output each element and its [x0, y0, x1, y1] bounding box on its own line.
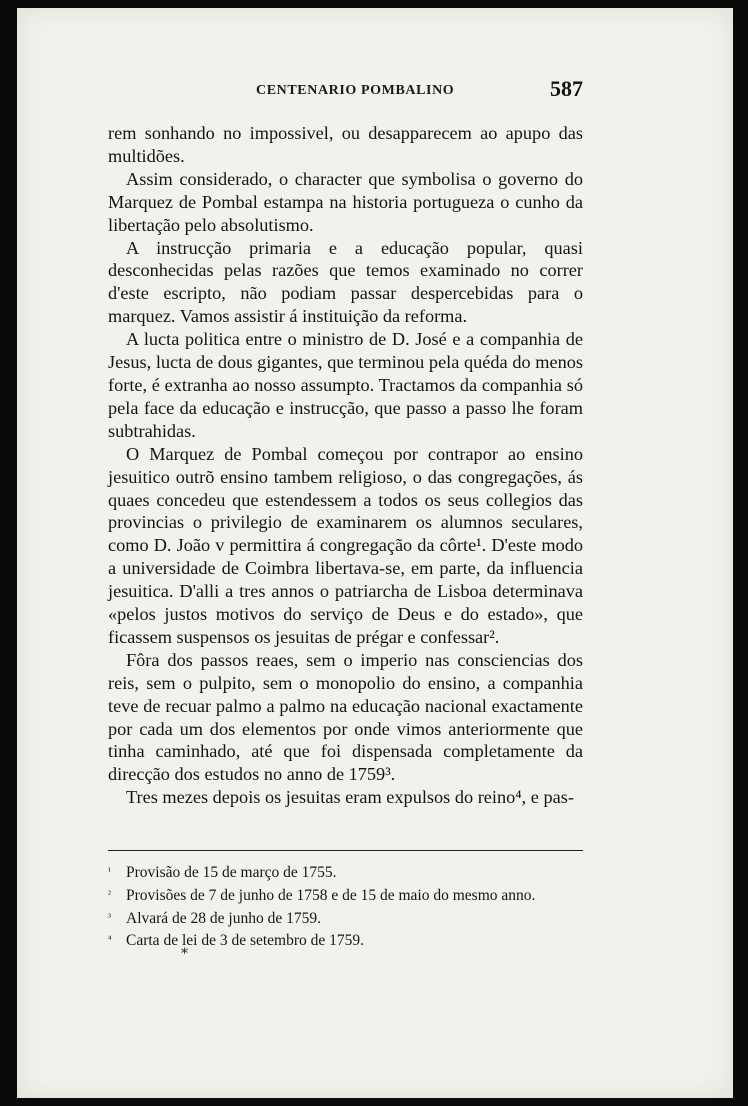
footnote-divider — [108, 850, 583, 851]
footnote-mark: ³ — [108, 911, 111, 923]
paragraph: Tres mezes depois os jesuitas eram expulsos do reino⁴, e pas- — [126, 787, 574, 808]
footnote-mark: ⁴ — [108, 934, 112, 946]
footnote-text: Alvará de 28 de junho de 1759. — [126, 909, 321, 927]
paragraph-continuation: rem sonhando no impossivel, ou desapparecem ao apupo das multidões. — [108, 123, 583, 166]
footnote-mark: ² — [108, 888, 111, 900]
paragraph: A lucta politica entre o ministro de D. José e a companhia de Jesus, lucta de dous gigantes, que terminou pela quéda do menos forte, é extranha ao nosso assumpto. Tractamos da companhia só pela face da educação e instrucção, que passo a passo lhe foram subtrahidas. — [108, 329, 583, 441]
footnotes — [108, 861, 598, 952]
paragraph: O Marquez de Pombal começou por contrapor ao ensino jesuitico outrõ ensino tambem religioso, o das congregações, ás quaes concedeu que estendessem a todos os seus collegios das provincias o privilegio de examinarem os alumnos seculares, como D. João v permittira á congregação da côrte¹. D'este modo a universidade de Coimbra libertava-se, em parte, da influencia jesuitica. D'alli a tres annos o patriarcha de Lisboa determinava «pelos justos motivos do serviço de Deus e do estado», que ficassem suspensos os jesuitas de prégar e confessar². — [108, 443, 583, 647]
footnote-text: Carta de lei de 3 de setembro de 1759. — [126, 932, 365, 950]
paragraph: Assim considerado, o character que symbolisa o governo do Marquez de Pombal estampa na historia portugueza o cunho da libertação pelo absolutismo. — [108, 168, 583, 235]
page-number: 587 — [550, 76, 583, 101]
page-header — [108, 76, 583, 104]
footnote — [108, 907, 598, 930]
running-title: CENTENARIO POMBALINO — [256, 83, 455, 98]
footnote — [108, 861, 598, 884]
footnote — [108, 884, 598, 907]
footnote-mark: ¹ — [108, 866, 111, 877]
paragraph: A instrucção primaria e a educação popular, quasi desconhecidas pelas razões que temos examinado no correr d'este escripto, não podiam passar despercebidas para o marquez. Vamos assistir á instituição da reforma. — [108, 237, 583, 327]
signature-mark: * — [181, 946, 188, 962]
footnote-text: Provisão de 15 de março de 1755. — [126, 864, 337, 881]
paragraph: Fôra dos passos reaes, sem o imperio nas consciencias dos reis, sem o pulpito, sem o monopolio do ensino, a companhia teve de recuar palmo a palmo na educação nacional exactamente por cada um dos elementos por onde vimos anteriormente que tinha caminhado, até que foi dispensada completamente da direcção dos estudos no anno de 1759³. — [108, 649, 583, 785]
body-text — [108, 122, 583, 809]
footnote-text: Provisões de 7 de junho de 1758 e de 15 de maio do mesmo anno. — [126, 886, 536, 904]
